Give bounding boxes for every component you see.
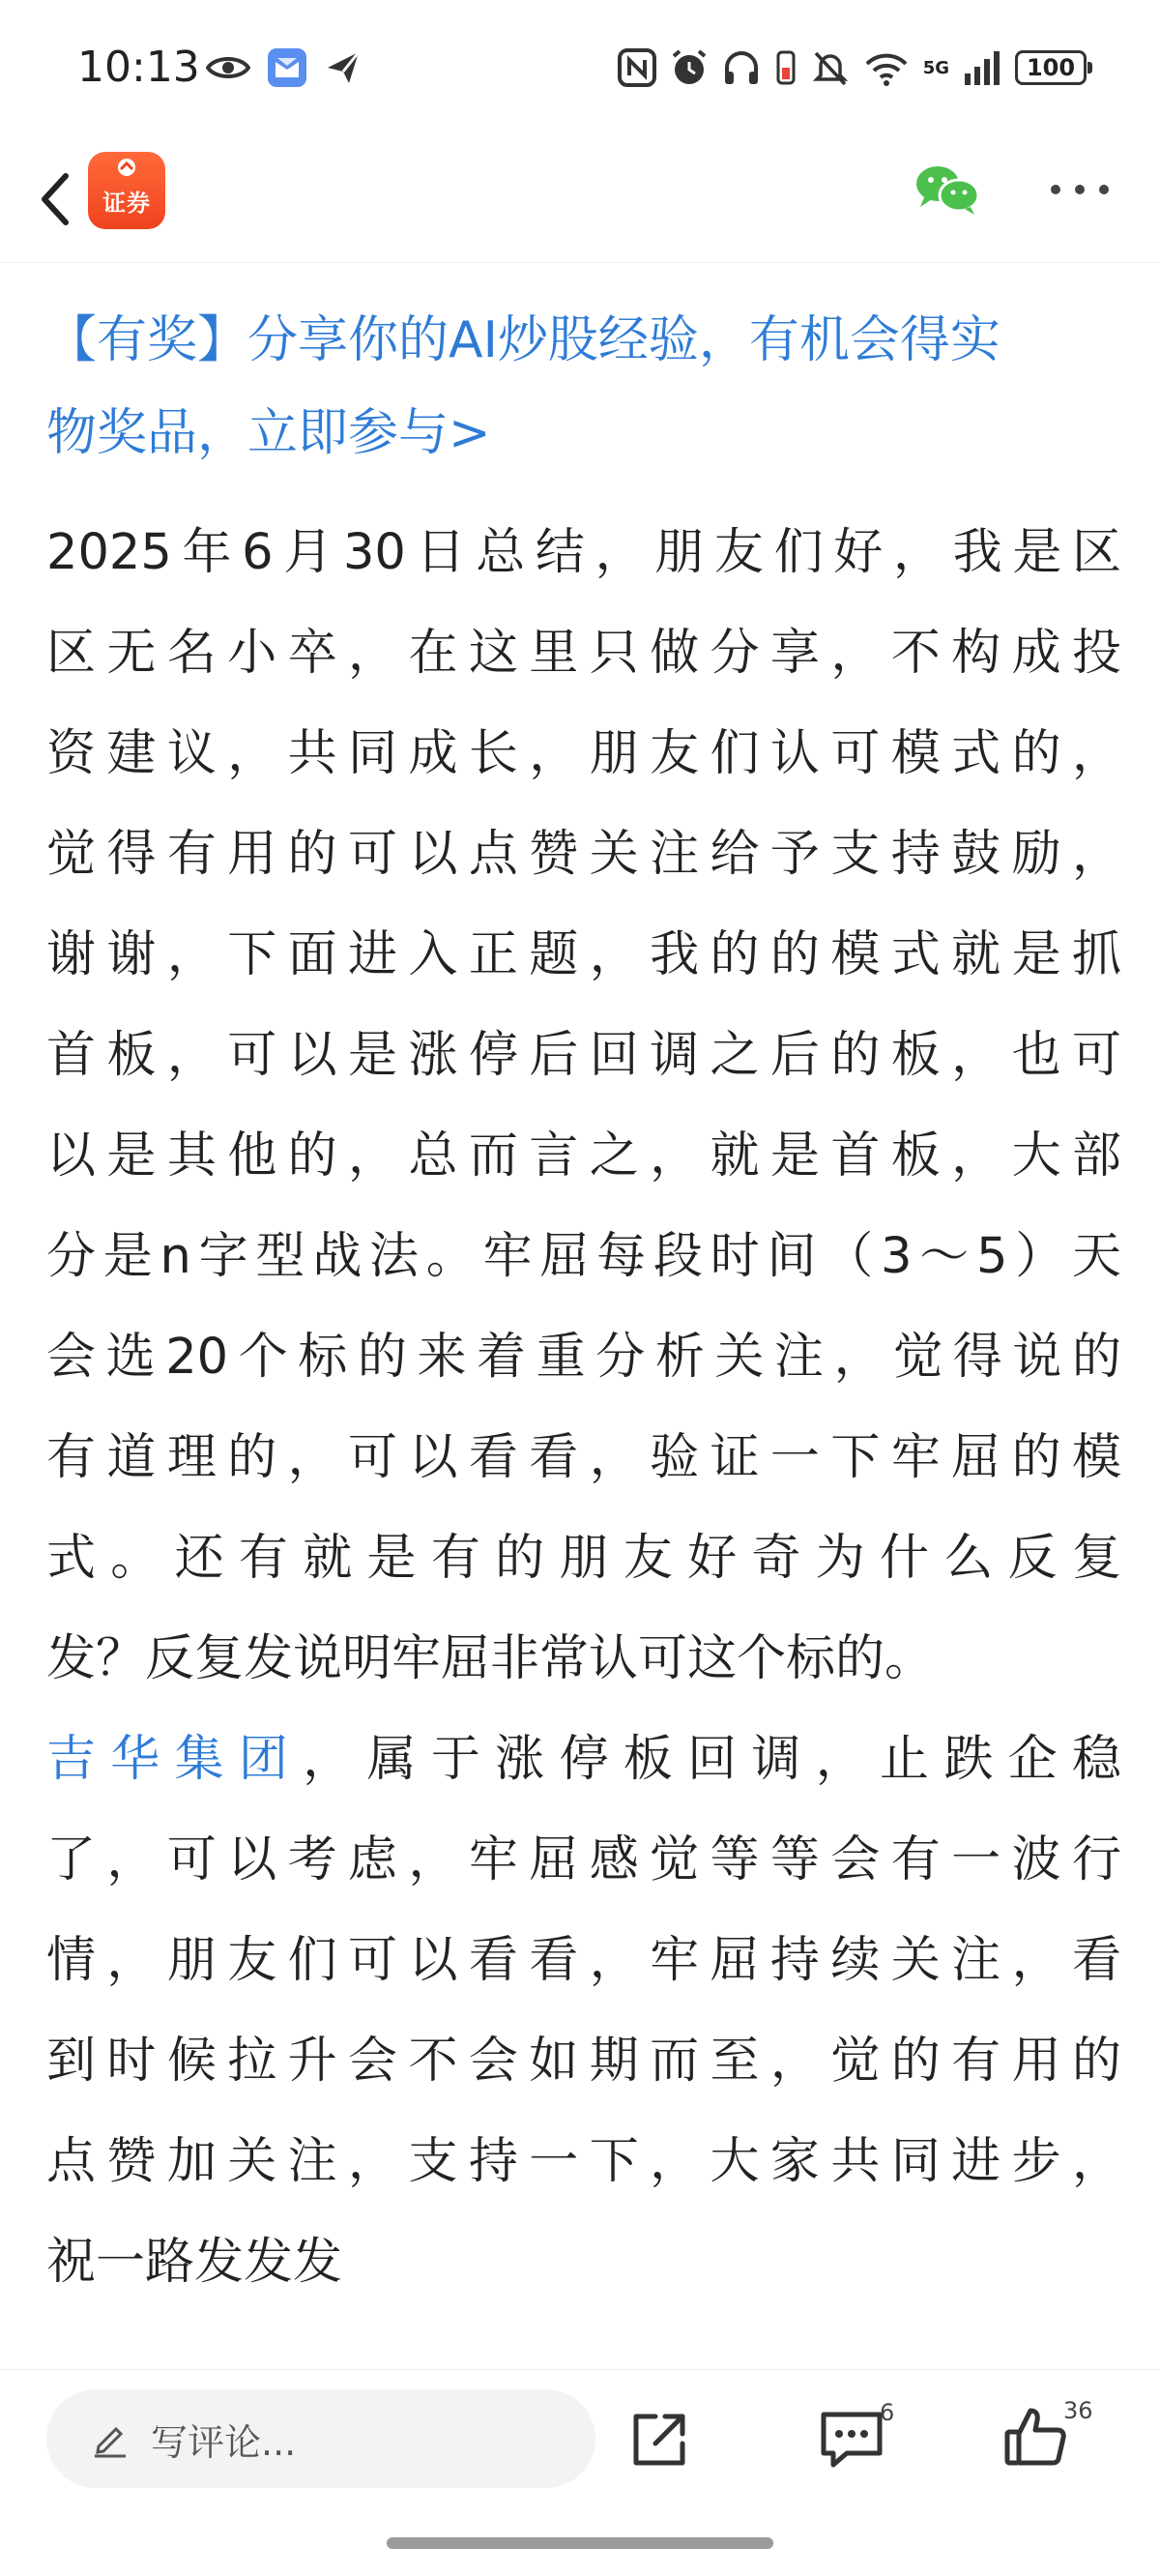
mute-icon — [811, 48, 850, 87]
article-line-with-stock — [46, 1710, 1121, 1810]
pencil-icon — [91, 2419, 130, 2458]
article-line: 到时候拉升会不会如期而至，觉的有用的 — [46, 2033, 1121, 2090]
like-button[interactable] — [1003, 2405, 1067, 2469]
headphones-icon — [722, 48, 761, 87]
comment-input[interactable] — [46, 2389, 595, 2488]
article-line: 首板，可以是涨停后回调之后的板，也可 — [46, 1027, 1121, 1084]
stock-line-rest: ，属于涨停板回调，止跌企稳 — [303, 1731, 1121, 1788]
comment-button[interactable] — [818, 2409, 885, 2471]
article-line: 2025年6月30日总结，朋友们好，我是区 — [46, 524, 1121, 581]
article-line: 有道理的，可以看看，验证一下牢屈的模 — [46, 1429, 1121, 1486]
share-icon — [636, 2416, 682, 2463]
status-bar — [0, 0, 1160, 141]
battery-icon: 100 — [1015, 50, 1087, 85]
article-line: 会选20个标的来着重分析关注，觉得说的 — [46, 1329, 1121, 1386]
article-line: 发？反复发说明牢屈非常认可这个标的。 — [46, 1630, 935, 1687]
home-indicator[interactable] — [387, 2537, 773, 2549]
more-button[interactable] — [1048, 180, 1112, 199]
comment-icon — [824, 2415, 880, 2465]
nav-bar — [0, 141, 1160, 263]
share-button[interactable] — [628, 2409, 690, 2471]
article-line: 式。还有就是有的朋友好奇为什么反复 — [46, 1530, 1121, 1587]
status-time: 10:13 — [77, 43, 200, 92]
stock-link[interactable]: 吉华集团 — [46, 1731, 304, 1788]
article-line: 情，朋友们可以看看，牢屈持续关注，看 — [46, 1932, 1121, 1989]
logo-mark-icon — [111, 158, 142, 177]
mail-app-icon — [268, 48, 306, 87]
comment-count: 6 — [880, 2399, 895, 2426]
vibrate-icon — [774, 48, 798, 87]
status-right-icons — [618, 48, 1087, 87]
promo-line-2: 物奖品，立即参与> — [46, 404, 491, 462]
eye-icon — [206, 53, 250, 82]
thumbs-up-icon — [1007, 2411, 1063, 2463]
wechat-share-button[interactable] — [914, 162, 980, 217]
chevron-left-icon — [44, 176, 66, 222]
nfc-icon — [618, 48, 656, 87]
send-icon — [324, 48, 362, 87]
article-line: 以是其他的，总而言之，就是首板，大部 — [46, 1127, 1121, 1185]
alarm-icon — [670, 48, 709, 87]
bottom-action-bar — [0, 2369, 1160, 2515]
more-dots-icon — [1051, 185, 1109, 194]
logo-text: 证券 — [102, 190, 151, 217]
back-button[interactable] — [27, 161, 85, 238]
article-line: 谢谢，下面进入正题，我的的模式就是抓 — [46, 926, 1121, 983]
promo-line-1: 【有奖】分享你的AI炒股经验，有机会得实 — [46, 311, 1000, 369]
status-left-icons — [206, 48, 362, 87]
promo-link[interactable] — [46, 294, 1119, 480]
article-line: 资建议，共同成长，朋友们认可模式的， — [46, 725, 1121, 782]
article-body — [46, 503, 1121, 2313]
article-line: 点赞加关注，支持一下，大家共同进步， — [46, 2133, 1121, 2190]
wechat-icon — [916, 166, 978, 215]
network-type: 5G — [922, 57, 949, 78]
article-line: 觉得有用的可以点赞关注给予支持鼓励， — [46, 826, 1121, 883]
app-logo[interactable] — [88, 152, 165, 229]
signal-icon — [963, 48, 1001, 87]
wifi-icon — [863, 48, 910, 87]
like-count: 36 — [1063, 2397, 1093, 2424]
article-line: 区无名小卒，在这里只做分享，不构成投 — [46, 625, 1121, 682]
article-line: 分是n字型战法。牢屈每段时间（3～5）天 — [46, 1228, 1121, 1285]
article-line: 祝一路发发发 — [46, 2234, 343, 2291]
article-line: 了，可以考虑，牢屈感觉等等会有一波行 — [46, 1831, 1121, 1888]
comment-placeholder: 写评论... — [151, 2420, 297, 2464]
